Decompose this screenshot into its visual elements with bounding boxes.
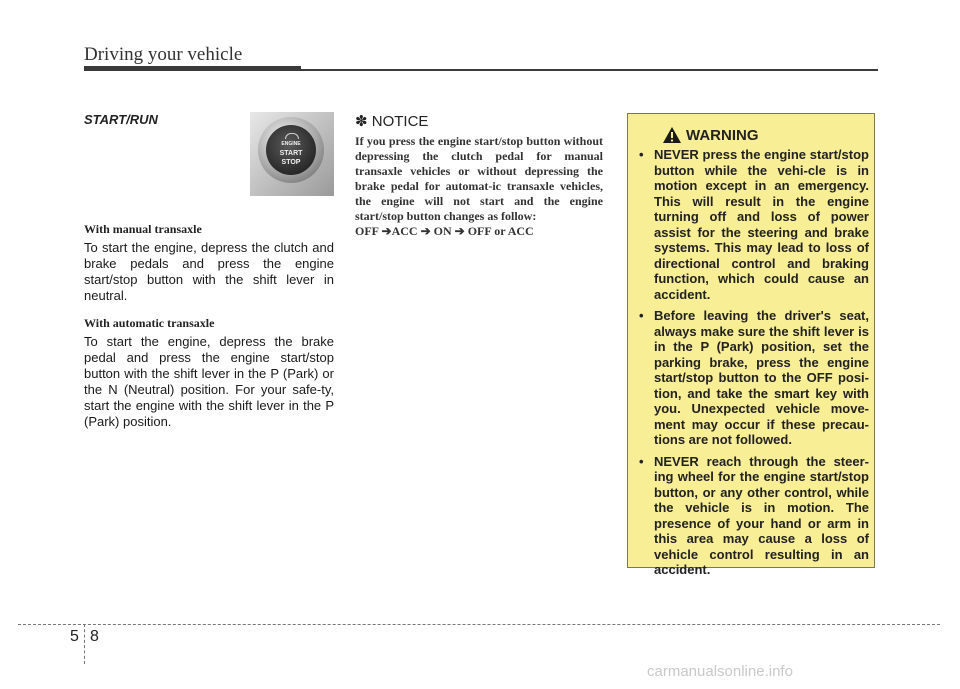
manual-subheading: With manual transaxle — [84, 222, 202, 236]
warning-triangle-icon — [662, 126, 682, 144]
warning-item: • Before leaving the driver's seat, always make sure the shift lever is in the P (Park) position, set the parking brake, press the engine start/stop button to the OFF posi-tion, and take the smart key with you. Unexpected vehicle move-ment may occur if these precau-tions are not followed. — [637, 308, 869, 448]
button-arc-icon — [285, 133, 299, 139]
left-column — [84, 112, 334, 429]
start-stop-button-image — [250, 112, 334, 196]
notice-sequence: OFF ➔ACC ➔ ON ➔ OFF or ACC — [355, 224, 534, 238]
footer-divider — [84, 624, 85, 664]
warning-header — [662, 125, 759, 145]
notice-title: ✽ NOTICE — [355, 113, 429, 130]
notice-section — [355, 112, 603, 239]
warning-box — [627, 113, 875, 577]
header-rule — [301, 69, 878, 71]
footer-rule — [18, 624, 940, 625]
section-heading: START/RUN — [84, 112, 158, 127]
header-bar — [84, 66, 301, 71]
button-bezel — [258, 117, 324, 183]
warning-title: WARNING — [686, 126, 759, 144]
button-label-engine: ENGINE — [281, 140, 301, 147]
button-label-stop: STOP — [281, 158, 301, 166]
button-face — [266, 125, 316, 175]
watermark: carmanualsonline.info — [647, 663, 793, 680]
chapter-number: 5 — [70, 628, 79, 645]
button-label-start: START — [279, 149, 303, 157]
warning-item: • NEVER reach through the steer-ing wheel for the engine start/stop button, or any other control, while the vehicle is in motion. The presence of your hand or arm in this area may cause a loss of vehicle control resulting in an accident. — [637, 454, 869, 578]
automatic-subheading: With automatic transaxle — [84, 316, 215, 330]
automatic-paragraph: To start the engine, depress the brake pedal and press the engine start/stop button with the shift lever in the P (Park) or the N (Neutral) position. For your safe-ty, start the engine with the shift lever in the P (Park) position. — [84, 334, 334, 429]
notice-text: If you press the engine start/stop button without depressing the clutch pedal for manual transaxle vehicles or without depressing the brake pedal for automat-ic transaxle vehicles, the engine will not start and the engine start/stop button changes as follow: — [355, 134, 603, 223]
warning-item: • NEVER press the engine start/stop button while the vehi-cle is in motion except in an emergency. This will result in the engine turning off and loss of power assist for the steering and brake systems. This may lead to loss of directional control and braking function, which could cause an accident. — [637, 147, 869, 302]
manual-paragraph: To start the engine, depress the clutch and brake pedals and press the engine start/stop button with the shift lever in neutral. — [84, 240, 334, 303]
page-title: Driving your vehicle — [84, 44, 243, 65]
page-number: 8 — [90, 628, 99, 645]
warning-list — [637, 147, 869, 584]
